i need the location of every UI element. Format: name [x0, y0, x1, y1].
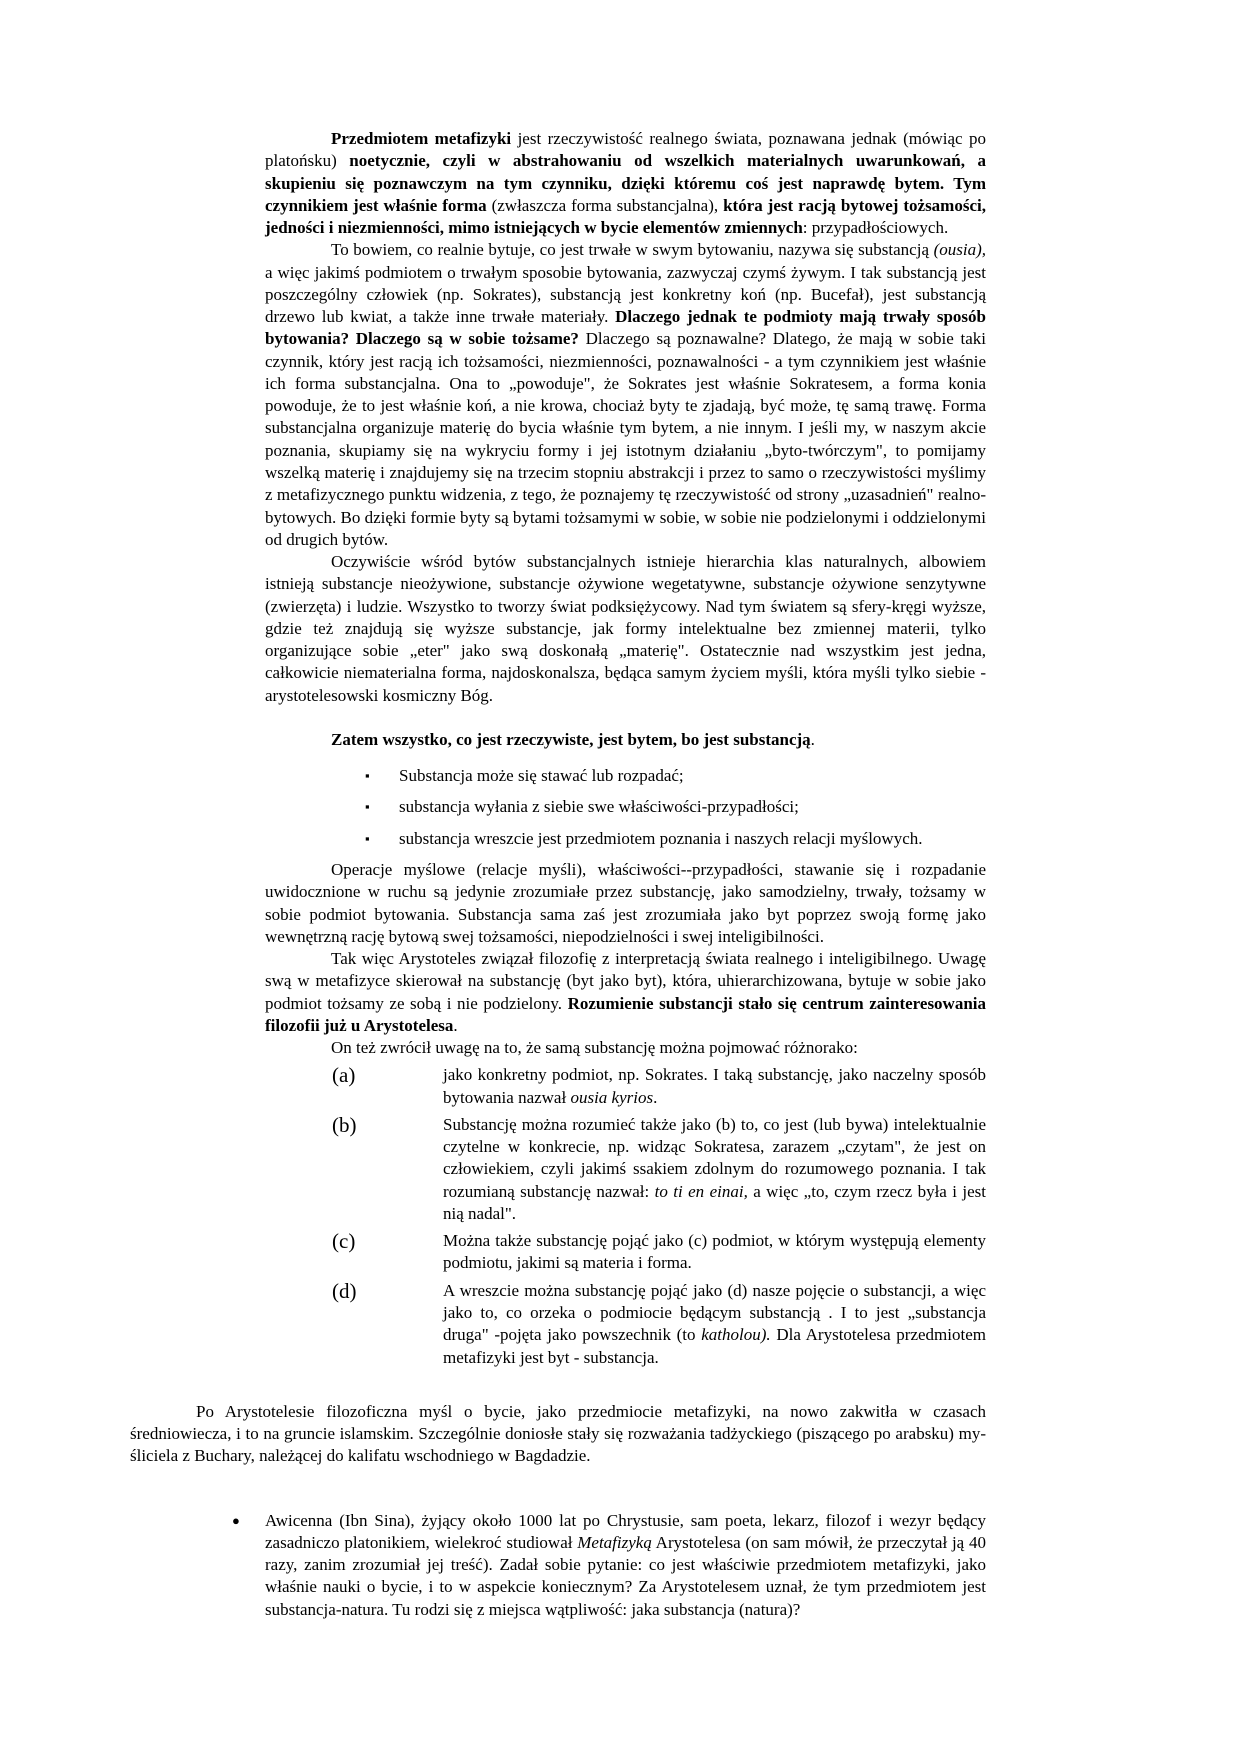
round-bullet-icon: ● — [232, 1512, 240, 1528]
paragraph-po-arystotelesie: Po Arystotelesie filozoficzna myśl o bycie, jako przedmiocie metafizyki, na nowo zakwitła w czasach średniowiecza, i to na gruncie islamskim. Szczególnie doniosłe stały się rozważania tadżyckiego (piszącego po arabsku) my-śliciela z Buchary, należącej do kalifatu wschodniego w Bagdadzie. — [130, 1401, 986, 1466]
square-bullet-icon: ▪ — [365, 799, 370, 815]
letter-marker-a: (a) — [332, 1063, 356, 1088]
main-text-block — [265, 128, 986, 1369]
lettered-item-a — [265, 1064, 986, 1109]
paragraph-to-bowiem: To bowiem, co realnie bytuje, co jest trwałe w swym bytowaniu, nazywa się substancją (ousia), a więc jakimś podmiotem o trwałym sposobie bytowania, zazwyczaj czymś żywym. I tak substancją jest poszczególny człowiek (np. Sokrates), substancją jest konkretny koń (np. Bucefał), jest substancją drzewo lub kwiat, a także inne trwałe materiały. Dlaczego jednak te podmioty mają trwały sposób bytowania? Dlaczego są w sobie tożsame? Dlaczego są poznawalne? Dlatego, że mają w sobie taki czynnik, który jest racją ich tożsamości, niezmienności, poznawalności - a tym czynnikiem jest właśnie ich forma substancjalna. Ona to „powoduje", że Sokrates jest właśnie Sokratesem, a forma konia powoduje, że to jest właśnie koń, a nie krowa, chociaż byty te zjadają, być może, tę samą trawę. Forma substancjalna organizuje materię do bycia właśnie tym bytem, a nie innym. I jeśli my, w naszym akcie poznania, skupiamy się na wykryciu formy i jej istotnym działaniu „byto-twórczym", to pomijamy wszelką materię i znajdujemy się na trzecim stopniu abstrakcji i przez to samo o rzeczywistości myślimy z metafizycznego punktu widzenia, z tego, że poznajemy tę rzeczywistość od strony „uzasadnień" realno-bytowych. Bo dzięki formie byty są bytami tożsamymi w sobie, w sobie nie podzielonymi i oddzielonymi od drugich bytów. — [265, 240, 986, 549]
lettered-item-text: A wreszcie można substancję pojąć jako (d) nasze pojęcie o substancji, a więc jako to, co orzeka o podmiocie będącym substancją . I to jest „substancja druga" -pojęta jako powszechnik (to katholou). Dla Arystotelesa przedmiotem metafizyki jest byt - substancja. — [443, 1280, 986, 1367]
lettered-item-text: Można także substancję pojąć jako (c) podmiot, w którym występują elementy podmiotu, jakimi są materia i forma. — [443, 1231, 986, 1273]
page-content — [130, 128, 986, 1621]
bullet-item-text: substancja wyłania z siebie swe właściwości-przypadłości; — [399, 797, 799, 817]
line-on-tez: On też zwrócił uwagę na to, że samą substancję można pojmować różnorako: — [331, 1038, 858, 1058]
lettered-item-c — [265, 1230, 986, 1275]
bullet-list — [265, 765, 986, 850]
awicenna-text: Awicenna (Ibn Sina), żyjący około 1000 lat po Chrystusie, sam poeta, lekarz, filozof i wezyr będący zasadniczo platonikiem, wielekroć studiował Metafizyką Arystotelesa (on sam mówił, że przeczytał ją 40 razy, zanim zrozumiał jej treść). Zadał sobie pytanie: co jest właściwie przedmiotem metafizyki, jako właśnie nauki o bycie, i to w aspekcie koniecznym? Za Arystotelesem uznał, że tym przedmiotem jest substancja-natura. Tu rodzi się z miejsca wątpliwość: jaka substancja (natura)? — [265, 1510, 986, 1619]
bullet-item — [265, 796, 986, 818]
letter-marker-d: (d) — [332, 1278, 357, 1303]
bullet-item-awicenna — [130, 1510, 986, 1621]
bullet-item — [265, 765, 986, 787]
bullet-item-text: substancja wreszcie jest przedmiotem poznania i naszych relacji myślowych. — [399, 828, 923, 848]
bullet-item-text: Substancja może się stawać lub rozpadać; — [399, 766, 684, 786]
bullet-item — [265, 828, 986, 850]
lettered-item-d — [265, 1280, 986, 1369]
paragraph-przedmiot-metafizyki: Przedmiotem metafizyki jest rzeczywistość realnego świata, poznawana jednak (mówiąc po platońsku) noetycznie, czyli w abstrahowaniu od wszelkich materialnych uwarunkowań, a skupieniu się poznawczym na tym czynniku, dzięki któremu coś jest naprawdę bytem. Tym czynnikiem jest właśnie forma (zwłaszcza forma substancjalna), która jest racją bytowej tożsamości, jedności i niezmienności, mimo istniejących w bycie elementów zmiennych: przypadłościowych. — [265, 129, 986, 238]
square-bullet-icon: ▪ — [365, 768, 370, 784]
lettered-item-b — [265, 1114, 986, 1225]
letter-marker-c: (c) — [332, 1229, 356, 1254]
lettered-list — [265, 1064, 986, 1368]
paragraph-tak-wiec: Tak więc Arystoteles związał filozofię z interpretacją świata realnego i inteligibilnego. Uwagę swą w metafizyce skierował na substancję (byt jako byt), która, uhierarchizowana, bytuje w sobie jako podmiot tożsamy ze sobą i nie podzielony. Rozumienie substancji stało się centrum zainteresowania filozofii już u Arystotelesa. — [265, 949, 987, 1035]
lettered-item-text: jako konkretny podmiot, np. Sokrates. I taką substancję, jako naczelny sposób bytowania nazwał ousia kyrios. — [443, 1065, 986, 1107]
thesis-heading: Zatem wszystko, co jest rzeczywiste, jest bytem, bo jest substancją. — [331, 729, 815, 749]
square-bullet-icon: ▪ — [365, 830, 370, 846]
letter-marker-b: (b) — [332, 1112, 357, 1137]
lettered-item-text: Substancję można rozumieć także jako (b) to, co jest (lub bywa) intelektualnie czytelne w konkrecie, np. widząc Sokratesa, zarazem „czytam", że jest on człowiekiem, czyli jakimś ssakiem zdolnym do rozumowego poznania. I tak rozumianą substancję nazwał: to ti en einai, a więc „to, czym rzecz była i jest nią nadal". — [443, 1114, 986, 1223]
paragraph-oczywiscie: Oczywiście wśród bytów substancjalnych istnieje hierarchia klas naturalnych, albowiem istnieją substancje nieożywione, substancje ożywione wegetatywne, substancje ożywione senzytywne (zwierzęta) i ludzie. Wszystko to tworzy świat podksiężycowy. Nad tym światem są sfery-kręgi wyższe, gdzie też znajdują się wyższe substancje, jak formy intelektualne bez zmiennej materii, tylko organizujące sobie „eter" jako swą doskonałą „materię". Ostatecznie nad wszystkim jest jedna, całkowicie niematerialna forma, najdoskonalsza, będąca samym życiem myśli, która myśli tylko siebie - arystotelesowski kosmiczny Bóg. — [265, 552, 986, 705]
paragraph-operacje: Operacje myślowe (relacje myśli), właściwości--przypadłości, stawanie się i rozpadanie uwidocznione w ruchu są jedynie zrozumiałe przez substancję, jako samodzielny, trwały, tożsamy w sobie podmiot bytowania. Substancja sama zaś jest zrozumiała jako byt poprzez swoją formę jako wewnętrzną rację bytową swej tożsamości, niepodzielności i swej inteligibilności. — [265, 859, 986, 946]
